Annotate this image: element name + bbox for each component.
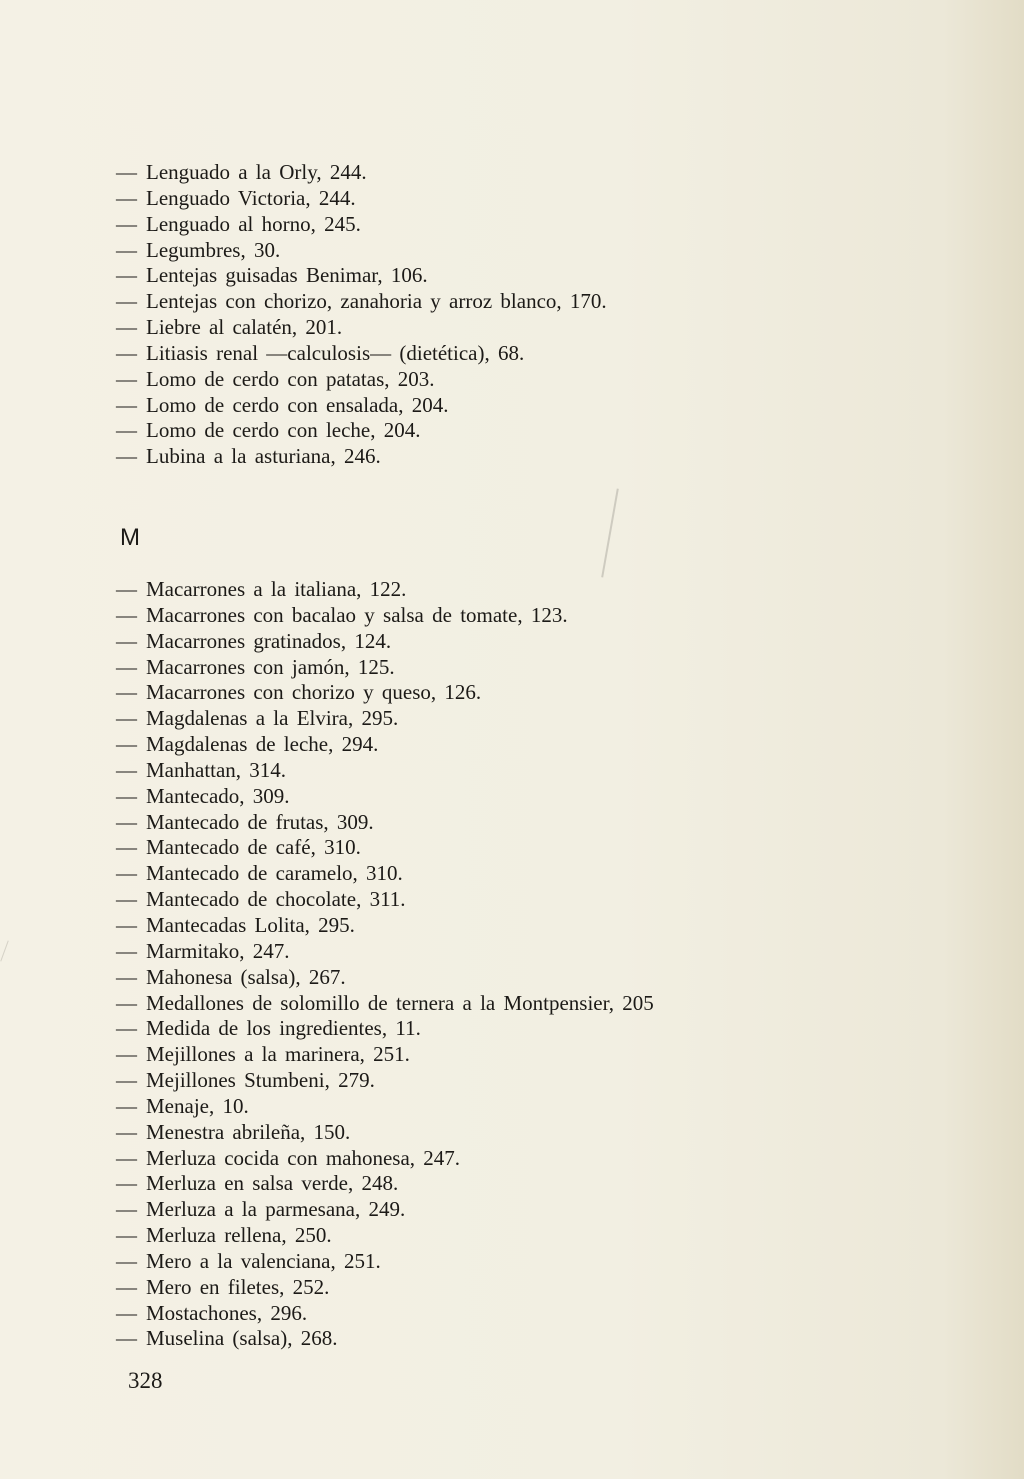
- entry-dash: —: [116, 680, 137, 705]
- entry-text: Lomo de cerdo con ensalada, 204.: [146, 392, 449, 417]
- entry-dash: —: [116, 418, 137, 443]
- index-entry: [116, 784, 654, 810]
- entry-dash: —: [116, 938, 137, 963]
- index-entry: [116, 680, 654, 706]
- index-entry: [116, 1120, 654, 1146]
- entry-dash: —: [116, 1326, 137, 1351]
- entry-text: Menaje, 10.: [146, 1093, 249, 1118]
- index-entry: [116, 655, 654, 681]
- index-entry: [116, 991, 654, 1017]
- entry-text: Merluza rellena, 250.: [146, 1223, 332, 1248]
- entry-text: Mejillones Stumbeni, 279.: [146, 1068, 375, 1093]
- entry-dash: —: [116, 861, 137, 886]
- entry-text: Lubina a la asturiana, 246.: [146, 444, 381, 469]
- index-entry: [116, 238, 607, 264]
- index-entry: [116, 1016, 654, 1042]
- index-entry: [116, 810, 654, 836]
- entry-text: Lomo de cerdo con patatas, 203.: [146, 366, 435, 391]
- entry-text: Muselina (salsa), 268.: [146, 1326, 338, 1351]
- entry-text: Mejillones a la marinera, 251.: [146, 1042, 410, 1067]
- index-entry: [116, 1094, 654, 1120]
- entry-text: Menestra abrileña, 150.: [146, 1119, 351, 1144]
- entry-text: Mantecado de café, 310.: [146, 835, 361, 860]
- entry-text: Macarrones con bacalao y salsa de tomate, 123.: [146, 602, 568, 627]
- index-entry: [116, 289, 607, 315]
- entry-dash: —: [116, 237, 137, 262]
- index-entry: [116, 1171, 654, 1197]
- entry-text: Medallones de solomillo de ternera a la Montpensier, 205: [146, 990, 654, 1015]
- entry-text: Magdalenas de leche, 294.: [146, 732, 379, 757]
- entry-dash: —: [116, 732, 137, 757]
- index-entry: [116, 160, 607, 186]
- entry-text: Mero a la valenciana, 251.: [146, 1248, 381, 1273]
- entry-dash: —: [116, 392, 137, 417]
- entry-text: Mantecado de chocolate, 311.: [146, 887, 406, 912]
- index-entry: [116, 186, 607, 212]
- index-entry: [116, 393, 607, 419]
- entry-dash: —: [116, 211, 137, 236]
- entry-text: Litiasis renal —calculosis— (dietética), 68.: [146, 340, 525, 365]
- entry-text: Mahonesa (salsa), 267.: [146, 964, 346, 989]
- entry-dash: —: [116, 1171, 137, 1196]
- stray-mark: [0, 940, 8, 961]
- index-entry: [116, 706, 654, 732]
- entry-text: Liebre al calatén, 201.: [146, 315, 343, 340]
- index-entry: [116, 418, 607, 444]
- index-entry: [116, 835, 654, 861]
- entry-dash: —: [116, 340, 137, 365]
- entry-dash: —: [116, 289, 137, 314]
- entry-text: Lomo de cerdo con leche, 204.: [146, 418, 421, 443]
- entry-dash: —: [116, 887, 137, 912]
- index-entry: [116, 1068, 654, 1094]
- entry-text: Lentejas guisadas Benimar, 106.: [146, 263, 428, 288]
- entry-dash: —: [116, 654, 137, 679]
- index-entry: [116, 1326, 654, 1352]
- index-entry: [116, 887, 654, 913]
- index-entry: [116, 263, 607, 289]
- entry-text: Medida de los ingredientes, 11.: [146, 1016, 421, 1041]
- entry-dash: —: [116, 185, 137, 210]
- entry-text: Mantecado, 309.: [146, 783, 290, 808]
- entry-text: Lenguado al horno, 245.: [146, 211, 361, 236]
- section-heading-m: M: [120, 524, 140, 551]
- index-entry: [116, 1042, 654, 1068]
- index-entry: [116, 577, 654, 603]
- entry-dash: —: [116, 1016, 137, 1041]
- entry-dash: —: [116, 628, 137, 653]
- entry-dash: —: [116, 1068, 137, 1093]
- entry-text: Macarrones con jamón, 125.: [146, 654, 395, 679]
- page-number: 328: [128, 1368, 163, 1393]
- entry-dash: —: [116, 315, 137, 340]
- entry-dash: —: [116, 1197, 137, 1222]
- entry-text: Manhattan, 314.: [146, 757, 287, 782]
- entry-text: Mero en filetes, 252.: [146, 1274, 330, 1299]
- entry-dash: —: [116, 1248, 137, 1273]
- index-entry: [116, 629, 654, 655]
- entry-text: Mantecadas Lolita, 295.: [146, 912, 355, 937]
- index-entry: [116, 1275, 654, 1301]
- index-entry: [116, 367, 607, 393]
- entry-dash: —: [116, 835, 137, 860]
- index-entry: [116, 758, 654, 784]
- entry-text: Merluza a la parmesana, 249.: [146, 1197, 406, 1222]
- entry-dash: —: [116, 160, 137, 184]
- entry-dash: —: [116, 1274, 137, 1299]
- entry-text: Mantecado de caramelo, 310.: [146, 861, 403, 886]
- entry-dash: —: [116, 1042, 137, 1067]
- stray-mark: [601, 489, 618, 578]
- index-entry: [116, 1301, 654, 1327]
- entry-text: Legumbres, 30.: [146, 237, 281, 262]
- entry-text: Lenguado a la Orly, 244.: [146, 160, 367, 184]
- entry-dash: —: [116, 577, 137, 601]
- index-entry: [116, 965, 654, 991]
- index-list-l: [116, 160, 607, 470]
- entry-text: Merluza en salsa verde, 248.: [146, 1171, 399, 1196]
- entry-dash: —: [116, 964, 137, 989]
- entry-dash: —: [116, 1119, 137, 1144]
- entry-text: Macarrones gratinados, 124.: [146, 628, 392, 653]
- index-entry: [116, 1197, 654, 1223]
- entry-dash: —: [116, 1093, 137, 1118]
- entry-dash: —: [116, 912, 137, 937]
- entry-dash: —: [116, 263, 137, 288]
- index-entry: [116, 1146, 654, 1172]
- entry-dash: —: [116, 757, 137, 782]
- entry-dash: —: [116, 366, 137, 391]
- entry-text: Macarrones a la italiana, 122.: [146, 577, 407, 601]
- entry-dash: —: [116, 1300, 137, 1325]
- index-entry: [116, 341, 607, 367]
- index-entry: [116, 732, 654, 758]
- entry-text: Macarrones con chorizo y queso, 126.: [146, 680, 482, 705]
- index-entry: [116, 861, 654, 887]
- entry-dash: —: [116, 1145, 137, 1170]
- entry-text: Marmitako, 247.: [146, 938, 290, 963]
- entry-text: Magdalenas a la Elvira, 295.: [146, 706, 399, 731]
- index-entry: [116, 603, 654, 629]
- entry-dash: —: [116, 1223, 137, 1248]
- index-entry: [116, 913, 654, 939]
- entry-dash: —: [116, 783, 137, 808]
- index-entry: [116, 444, 607, 470]
- entry-text: Mantecado de frutas, 309.: [146, 809, 374, 834]
- entry-dash: —: [116, 706, 137, 731]
- entry-text: Mostachones, 296.: [146, 1300, 308, 1325]
- index-entry: [116, 212, 607, 238]
- index-entry: [116, 1223, 654, 1249]
- index-entry: [116, 1249, 654, 1275]
- index-entry: [116, 315, 607, 341]
- entry-dash: —: [116, 444, 137, 469]
- index-list-m: [116, 577, 654, 1352]
- entry-text: Lenguado Victoria, 244.: [146, 185, 356, 210]
- entry-dash: —: [116, 990, 137, 1015]
- entry-dash: —: [116, 809, 137, 834]
- entry-dash: —: [116, 602, 137, 627]
- index-entry: [116, 939, 654, 965]
- entry-text: Merluza cocida con mahonesa, 247.: [146, 1145, 461, 1170]
- entry-text: Lentejas con chorizo, zanahoria y arroz blanco, 170.: [146, 289, 607, 314]
